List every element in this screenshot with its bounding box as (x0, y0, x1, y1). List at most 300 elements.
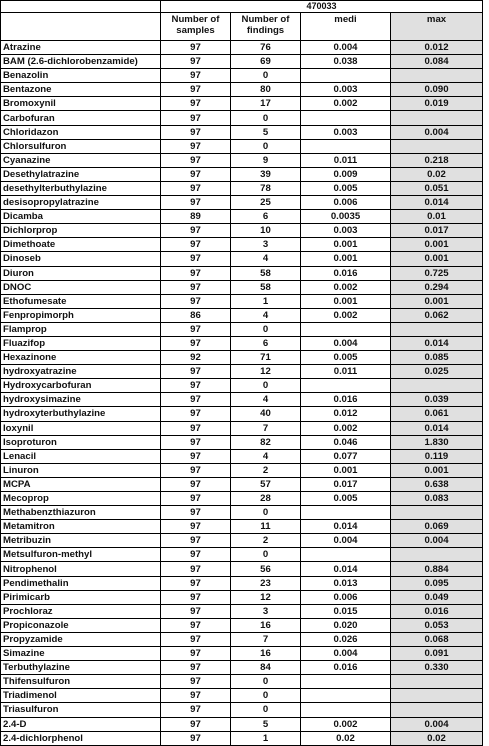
table-row (1, 351, 483, 365)
table-row (1, 449, 483, 463)
table-row (1, 322, 483, 336)
samples-cell: 97 (161, 224, 231, 238)
station-id: 470033 (161, 1, 483, 13)
substance-cell: Hexazinone (1, 351, 161, 365)
samples-cell: 97 (161, 322, 231, 336)
findings-header: Number of findings (231, 13, 301, 41)
table-row (1, 153, 483, 167)
table-row (1, 41, 483, 55)
max-cell: 0.090 (391, 83, 483, 97)
table-row (1, 379, 483, 393)
samples-cell: 97 (161, 477, 231, 491)
table-row (1, 661, 483, 675)
substance-cell: Bromoxynil (1, 97, 161, 111)
max-cell: 0.01 (391, 210, 483, 224)
substance-cell: Benazolin (1, 69, 161, 83)
samples-cell: 97 (161, 576, 231, 590)
substance-cell: desisopropylatrazine (1, 196, 161, 210)
medi-cell: 0.046 (301, 435, 391, 449)
substance-cell: Lenacil (1, 449, 161, 463)
findings-cell: 84 (231, 661, 301, 675)
max-cell: 0.001 (391, 238, 483, 252)
medi-cell: 0.003 (301, 224, 391, 238)
medi-cell: 0.0035 (301, 210, 391, 224)
max-cell (391, 548, 483, 562)
table-row (1, 534, 483, 548)
medi-cell (301, 139, 391, 153)
max-cell: 0.068 (391, 632, 483, 646)
max-cell: 0.014 (391, 196, 483, 210)
max-cell: 0.019 (391, 97, 483, 111)
medi-cell (301, 322, 391, 336)
medi-cell: 0.013 (301, 576, 391, 590)
max-cell: 0.330 (391, 661, 483, 675)
findings-cell: 0 (231, 322, 301, 336)
samples-cell: 86 (161, 308, 231, 322)
medi-cell: 0.014 (301, 562, 391, 576)
samples-header: Number of samples (161, 13, 231, 41)
samples-cell: 97 (161, 520, 231, 534)
samples-cell: 97 (161, 55, 231, 69)
substance-cell: Triadimenol (1, 689, 161, 703)
findings-cell: 80 (231, 83, 301, 97)
substance-cell: Mecoprop (1, 492, 161, 506)
substance-cell: Chloridazon (1, 125, 161, 139)
samples-cell: 92 (161, 351, 231, 365)
table-row (1, 421, 483, 435)
findings-cell: 56 (231, 562, 301, 576)
substance-cell: Fenpropimorph (1, 308, 161, 322)
findings-cell: 0 (231, 548, 301, 562)
column-header-row (1, 13, 483, 41)
medi-cell (301, 689, 391, 703)
substance-cell: Carbofuran (1, 111, 161, 125)
samples-cell: 97 (161, 41, 231, 55)
max-cell: 0.001 (391, 294, 483, 308)
substance-cell: Ethofumesate (1, 294, 161, 308)
samples-cell: 89 (161, 210, 231, 224)
findings-cell: 16 (231, 618, 301, 632)
samples-cell: 97 (161, 139, 231, 153)
max-cell: 0.062 (391, 308, 483, 322)
substance-cell: Pendimethalin (1, 576, 161, 590)
medi-cell: 0.004 (301, 336, 391, 350)
substance-cell: Triasulfuron (1, 703, 161, 717)
table-row (1, 463, 483, 477)
table-row (1, 731, 483, 745)
substance-cell: Simazine (1, 647, 161, 661)
max-cell: 0.016 (391, 604, 483, 618)
medi-cell: 0.011 (301, 365, 391, 379)
findings-cell: 3 (231, 238, 301, 252)
samples-cell: 97 (161, 125, 231, 139)
medi-cell (301, 675, 391, 689)
max-cell: 0.119 (391, 449, 483, 463)
table-row (1, 196, 483, 210)
medi-cell (301, 506, 391, 520)
substance-cell: Pirimicarb (1, 590, 161, 604)
table-row (1, 139, 483, 153)
medi-cell: 0.016 (301, 266, 391, 280)
findings-cell: 0 (231, 506, 301, 520)
substance-cell: 2.4-D (1, 717, 161, 731)
samples-cell: 97 (161, 492, 231, 506)
substance-cell: Methabenzthiazuron (1, 506, 161, 520)
medi-cell (301, 379, 391, 393)
medi-cell: 0.020 (301, 618, 391, 632)
max-cell (391, 675, 483, 689)
table-row (1, 308, 483, 322)
medi-cell: 0.016 (301, 661, 391, 675)
samples-cell: 97 (161, 336, 231, 350)
samples-cell: 97 (161, 69, 231, 83)
medi-cell: 0.016 (301, 393, 391, 407)
samples-cell: 97 (161, 294, 231, 308)
table-row (1, 365, 483, 379)
findings-cell: 57 (231, 477, 301, 491)
samples-cell: 97 (161, 534, 231, 548)
findings-cell: 58 (231, 266, 301, 280)
table-row (1, 647, 483, 661)
table-row (1, 548, 483, 562)
table-row (1, 562, 483, 576)
samples-cell: 97 (161, 618, 231, 632)
substance-cell: Cyanazine (1, 153, 161, 167)
findings-cell: 12 (231, 365, 301, 379)
max-cell: 0.085 (391, 351, 483, 365)
table-row (1, 604, 483, 618)
table-row (1, 125, 483, 139)
max-cell: 0.017 (391, 224, 483, 238)
substance-cell: Chlorsulfuron (1, 139, 161, 153)
max-cell: 0.001 (391, 463, 483, 477)
substance-cell: Flamprop (1, 322, 161, 336)
substance-cell: DNOC (1, 280, 161, 294)
max-header: max (391, 13, 483, 41)
samples-cell: 97 (161, 604, 231, 618)
substance-cell: Linuron (1, 463, 161, 477)
substance-cell: Dicamba (1, 210, 161, 224)
samples-cell: 97 (161, 647, 231, 661)
findings-cell: 71 (231, 351, 301, 365)
medi-cell: 0.005 (301, 492, 391, 506)
findings-cell: 0 (231, 111, 301, 125)
samples-cell: 97 (161, 83, 231, 97)
findings-cell: 82 (231, 435, 301, 449)
findings-cell: 2 (231, 463, 301, 477)
samples-cell: 97 (161, 181, 231, 195)
medi-cell: 0.002 (301, 280, 391, 294)
substance-cell: BAM (2.6-dichlorobenzamide) (1, 55, 161, 69)
table-row (1, 83, 483, 97)
substance-cell: Dichlorprop (1, 224, 161, 238)
max-cell (391, 139, 483, 153)
station-header-row (1, 1, 483, 13)
medi-cell: 0.006 (301, 590, 391, 604)
findings-cell: 0 (231, 703, 301, 717)
findings-cell: 9 (231, 153, 301, 167)
substance-cell: Dimethoate (1, 238, 161, 252)
max-cell: 0.025 (391, 365, 483, 379)
max-cell: 0.014 (391, 421, 483, 435)
substance-cell: Atrazine (1, 41, 161, 55)
max-cell: 0.014 (391, 336, 483, 350)
substance-cell: Terbuthylazine (1, 661, 161, 675)
table-row (1, 111, 483, 125)
findings-cell: 3 (231, 604, 301, 618)
findings-cell: 39 (231, 167, 301, 181)
substance-cell: Ioxynil (1, 421, 161, 435)
substance-cell: Metribuzin (1, 534, 161, 548)
table-row (1, 435, 483, 449)
substance-cell: hydroxyterbuthylazine (1, 407, 161, 421)
findings-cell: 0 (231, 139, 301, 153)
max-cell: 0.884 (391, 562, 483, 576)
table-row (1, 69, 483, 83)
substance-cell: Bentazone (1, 83, 161, 97)
substance-cell: Diuron (1, 266, 161, 280)
max-cell: 0.02 (391, 167, 483, 181)
findings-cell: 2 (231, 534, 301, 548)
findings-cell: 6 (231, 210, 301, 224)
medi-cell: 0.001 (301, 252, 391, 266)
max-cell: 0.069 (391, 520, 483, 534)
medi-cell: 0.004 (301, 647, 391, 661)
max-cell: 0.004 (391, 717, 483, 731)
findings-cell: 23 (231, 576, 301, 590)
samples-cell: 97 (161, 167, 231, 181)
medi-cell: 0.017 (301, 477, 391, 491)
table-row (1, 238, 483, 252)
table-row (1, 477, 483, 491)
samples-cell: 97 (161, 717, 231, 731)
medi-cell (301, 703, 391, 717)
substance-cell: Nitrophenol (1, 562, 161, 576)
findings-cell: 7 (231, 421, 301, 435)
medi-cell: 0.009 (301, 167, 391, 181)
findings-cell: 69 (231, 55, 301, 69)
substance-cell: 2.4-dichlorphenol (1, 731, 161, 745)
max-cell: 0.294 (391, 280, 483, 294)
medi-cell: 0.001 (301, 294, 391, 308)
samples-cell: 97 (161, 238, 231, 252)
findings-cell: 4 (231, 393, 301, 407)
medi-cell: 0.026 (301, 632, 391, 646)
findings-cell: 5 (231, 125, 301, 139)
findings-cell: 0 (231, 675, 301, 689)
max-cell: 0.051 (391, 181, 483, 195)
medi-header: medi (301, 13, 391, 41)
max-cell: 0.001 (391, 252, 483, 266)
findings-cell: 1 (231, 294, 301, 308)
samples-cell: 97 (161, 731, 231, 745)
medi-cell: 0.014 (301, 520, 391, 534)
table-row (1, 506, 483, 520)
samples-cell: 97 (161, 675, 231, 689)
medi-cell: 0.002 (301, 421, 391, 435)
samples-cell: 97 (161, 252, 231, 266)
max-cell (391, 379, 483, 393)
table-row (1, 167, 483, 181)
max-cell: 0.012 (391, 41, 483, 55)
table-row (1, 97, 483, 111)
medi-cell: 0.038 (301, 55, 391, 69)
max-cell: 0.091 (391, 647, 483, 661)
table-row (1, 252, 483, 266)
table-row (1, 590, 483, 604)
table-row (1, 632, 483, 646)
samples-cell: 97 (161, 506, 231, 520)
samples-cell: 97 (161, 111, 231, 125)
samples-cell: 97 (161, 393, 231, 407)
findings-cell: 12 (231, 590, 301, 604)
substance-cell: hydroxyatrazine (1, 365, 161, 379)
samples-cell: 97 (161, 280, 231, 294)
substance-cell: Dinoseb (1, 252, 161, 266)
table-row (1, 520, 483, 534)
medi-cell: 0.002 (301, 717, 391, 731)
substance-cell: Thifensulfuron (1, 675, 161, 689)
max-cell: 1.830 (391, 435, 483, 449)
table-row (1, 393, 483, 407)
medi-cell: 0.002 (301, 97, 391, 111)
table-row (1, 703, 483, 717)
medi-cell: 0.001 (301, 463, 391, 477)
medi-cell: 0.005 (301, 181, 391, 195)
medi-cell: 0.003 (301, 125, 391, 139)
samples-cell: 97 (161, 548, 231, 562)
medi-cell: 0.005 (301, 351, 391, 365)
samples-cell: 97 (161, 196, 231, 210)
findings-cell: 16 (231, 647, 301, 661)
table-row (1, 689, 483, 703)
findings-cell: 10 (231, 224, 301, 238)
samples-cell: 97 (161, 661, 231, 675)
table-body (1, 1, 483, 746)
max-cell: 0.02 (391, 731, 483, 745)
max-cell: 0.049 (391, 590, 483, 604)
medi-cell: 0.004 (301, 534, 391, 548)
substance-cell: hydroxysimazine (1, 393, 161, 407)
max-cell: 0.218 (391, 153, 483, 167)
findings-cell: 28 (231, 492, 301, 506)
medi-cell: 0.012 (301, 407, 391, 421)
max-cell: 0.061 (391, 407, 483, 421)
findings-cell: 40 (231, 407, 301, 421)
samples-cell: 97 (161, 153, 231, 167)
findings-cell: 17 (231, 97, 301, 111)
samples-cell: 97 (161, 632, 231, 646)
findings-cell: 11 (231, 520, 301, 534)
medi-cell: 0.011 (301, 153, 391, 167)
findings-cell: 4 (231, 449, 301, 463)
samples-cell: 97 (161, 97, 231, 111)
max-cell: 0.095 (391, 576, 483, 590)
samples-cell: 97 (161, 449, 231, 463)
max-cell: 0.084 (391, 55, 483, 69)
table-row (1, 266, 483, 280)
max-cell: 0.004 (391, 125, 483, 139)
findings-cell: 6 (231, 336, 301, 350)
table-row (1, 55, 483, 69)
samples-cell: 97 (161, 365, 231, 379)
table-row (1, 492, 483, 506)
samples-cell: 97 (161, 407, 231, 421)
max-cell (391, 506, 483, 520)
max-cell: 0.725 (391, 266, 483, 280)
samples-cell: 97 (161, 435, 231, 449)
substance-cell: MCPA (1, 477, 161, 491)
substance-cell: Prochloraz (1, 604, 161, 618)
samples-cell: 97 (161, 463, 231, 477)
findings-cell: 5 (231, 717, 301, 731)
findings-cell: 58 (231, 280, 301, 294)
table-row (1, 224, 483, 238)
substance-cell: Metsulfuron-methyl (1, 548, 161, 562)
medi-cell (301, 548, 391, 562)
medi-cell: 0.015 (301, 604, 391, 618)
substance-cell: desethylterbuthylazine (1, 181, 161, 195)
medi-cell (301, 111, 391, 125)
table-row (1, 336, 483, 350)
findings-cell: 25 (231, 196, 301, 210)
max-cell: 0.083 (391, 492, 483, 506)
samples-cell: 97 (161, 703, 231, 717)
table-row (1, 618, 483, 632)
findings-cell: 0 (231, 379, 301, 393)
substance-cell: Desethylatrazine (1, 167, 161, 181)
samples-cell: 97 (161, 266, 231, 280)
samples-cell: 97 (161, 562, 231, 576)
substance-cell: Fluazifop (1, 336, 161, 350)
substance-header-blank (1, 13, 161, 41)
medi-cell: 0.02 (301, 731, 391, 745)
max-cell: 0.039 (391, 393, 483, 407)
medi-cell: 0.002 (301, 308, 391, 322)
samples-cell: 97 (161, 379, 231, 393)
medi-cell: 0.003 (301, 83, 391, 97)
samples-cell: 97 (161, 689, 231, 703)
max-cell (391, 69, 483, 83)
substance-cell: Propiconazole (1, 618, 161, 632)
findings-cell: 76 (231, 41, 301, 55)
findings-cell: 0 (231, 689, 301, 703)
table-row (1, 717, 483, 731)
findings-cell: 0 (231, 69, 301, 83)
medi-cell (301, 69, 391, 83)
max-cell: 0.004 (391, 534, 483, 548)
findings-cell: 7 (231, 632, 301, 646)
substance-cell: Hydroxycarbofuran (1, 379, 161, 393)
max-cell: 0.053 (391, 618, 483, 632)
table-row (1, 181, 483, 195)
table-row (1, 210, 483, 224)
findings-cell: 4 (231, 252, 301, 266)
findings-cell: 4 (231, 308, 301, 322)
table-row (1, 294, 483, 308)
max-cell (391, 703, 483, 717)
substance-cell: Isoproturon (1, 435, 161, 449)
substance-cell: Propyzamide (1, 632, 161, 646)
max-cell: 0.638 (391, 477, 483, 491)
medi-cell: 0.001 (301, 238, 391, 252)
medi-cell: 0.004 (301, 41, 391, 55)
samples-cell: 97 (161, 421, 231, 435)
substance-cell: Metamitron (1, 520, 161, 534)
max-cell (391, 322, 483, 336)
findings-cell: 78 (231, 181, 301, 195)
max-cell (391, 689, 483, 703)
